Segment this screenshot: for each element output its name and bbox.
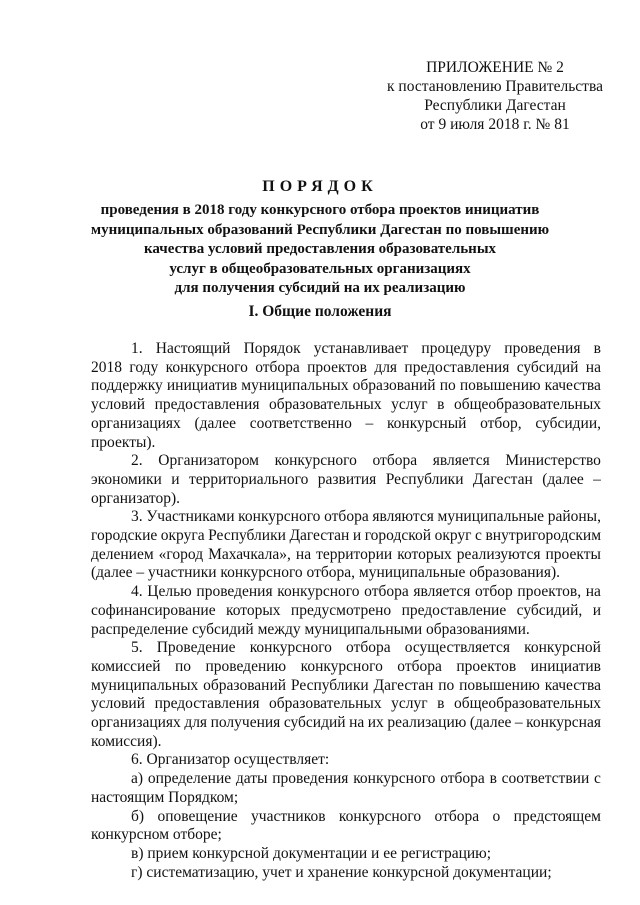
paragraph-line: распределение субсидий между муниципальными образованиями. <box>91 620 530 638</box>
paragraph-line: настоящим Порядком; <box>91 788 239 806</box>
appendix-date: от 9 июля 2018 г. № 81 <box>420 116 570 133</box>
paragraph-line: городские округа Республики Дагестан и городской округ с внутригородским <box>91 527 601 545</box>
paragraph <box>91 845 601 864</box>
section-heading: I. Общие положения <box>248 303 392 320</box>
appendix-government: Республики Дагестан <box>424 97 566 114</box>
paragraph-line: проекты). <box>91 433 156 451</box>
paragraph <box>91 583 601 639</box>
document-title: ПОРЯДОК <box>262 178 378 195</box>
paragraph-line: 4. Целью проведения конкурсного отбора является отбор проектов, на <box>131 583 601 601</box>
paragraph-line: в) прием конкурсной документации и ее регистрацию; <box>131 844 492 862</box>
subtitle-line: для получения субсидий на их реализацию <box>174 280 466 296</box>
paragraph-line: конкурсном отборе; <box>91 826 222 844</box>
paragraph-line: г) систематизацию, учет и хранение конкурсной документации; <box>131 863 552 881</box>
paragraph-line: а) определение даты проведения конкурсного отбора в соответствии с <box>131 770 601 788</box>
appendix-label: ПРИЛОЖЕНИЕ № 2 <box>426 59 564 76</box>
paragraph-line: организациях (далее соответственно – конкурсный отбор, субсидии, <box>91 414 601 432</box>
paragraph-line: (далее – участники конкурсного отбора, муниципальные образования). <box>91 564 560 582</box>
subtitle-line: муниципальных образований Республики Дагестан по повышению <box>90 221 550 238</box>
paragraph <box>91 340 601 452</box>
paragraph <box>91 770 601 807</box>
paragraph-line: условий предоставления образовательных услуг в общеобразовательных <box>91 695 601 713</box>
paragraph-line: муниципальных образований Республики Дагестан по повышению качества <box>91 676 601 694</box>
paragraph-line: делением «город Махачкала», на территории которых реализуются проекты <box>91 545 601 563</box>
paragraph-line: организатор). <box>91 489 181 507</box>
paragraph-line: 1. Настоящий Порядок устанавливает процедуру проведения в <box>131 340 601 357</box>
paragraph-line: 6. Организатор осуществляет: <box>131 751 330 769</box>
paragraph-line: 3. Участниками конкурсного отбора являются муниципальные районы, <box>131 508 601 526</box>
subtitle-line: качества условий предоставления образовательных <box>143 241 497 257</box>
paragraph-line: организациях для получения субсидий на их реализацию (далее – конкурсная <box>91 714 601 732</box>
paragraph <box>91 452 601 508</box>
paragraph-line: 2. Организатором конкурсного отбора является Министерство <box>131 452 601 470</box>
paragraph-line: комиссией по проведению конкурсного отбора проектов инициатив <box>91 657 601 675</box>
paragraph-line: 2018 году конкурсного отбора проектов для предоставления субсидий на <box>91 358 601 376</box>
subtitle-line: проведения в 2018 году конкурсного отбора проектов инициатив <box>100 202 540 218</box>
paragraph <box>91 864 601 883</box>
appendix-block <box>370 58 620 134</box>
paragraph-line: комиссия). <box>91 732 162 750</box>
paragraph <box>91 808 601 845</box>
paragraph-line: 5. Проведение конкурсного отбора осуществляется конкурсной <box>131 639 601 657</box>
paragraph <box>91 751 601 770</box>
paragraph-line: экономики и территориального развития Республики Дагестан (далее – <box>91 470 601 488</box>
paragraph <box>91 508 601 583</box>
paragraph-line: софинансирование которых предусмотрено предоставление субсидий, и <box>91 601 601 619</box>
paragraph-line: условий предоставления образовательных услуг в общеобразовательных <box>91 396 601 414</box>
appendix-reference: к постановлению Правительства <box>387 78 603 95</box>
subtitle-line: услуг в общеобразовательных организациях <box>169 260 471 277</box>
paragraph <box>91 639 601 751</box>
paragraph-line: б) оповещение участников конкурсного отбора о предстоящем <box>131 807 601 825</box>
paragraph-line: поддержку инициатив муниципальных образований по повышению качества <box>91 377 601 395</box>
document-subtitle <box>60 201 580 299</box>
document-body <box>91 340 601 882</box>
